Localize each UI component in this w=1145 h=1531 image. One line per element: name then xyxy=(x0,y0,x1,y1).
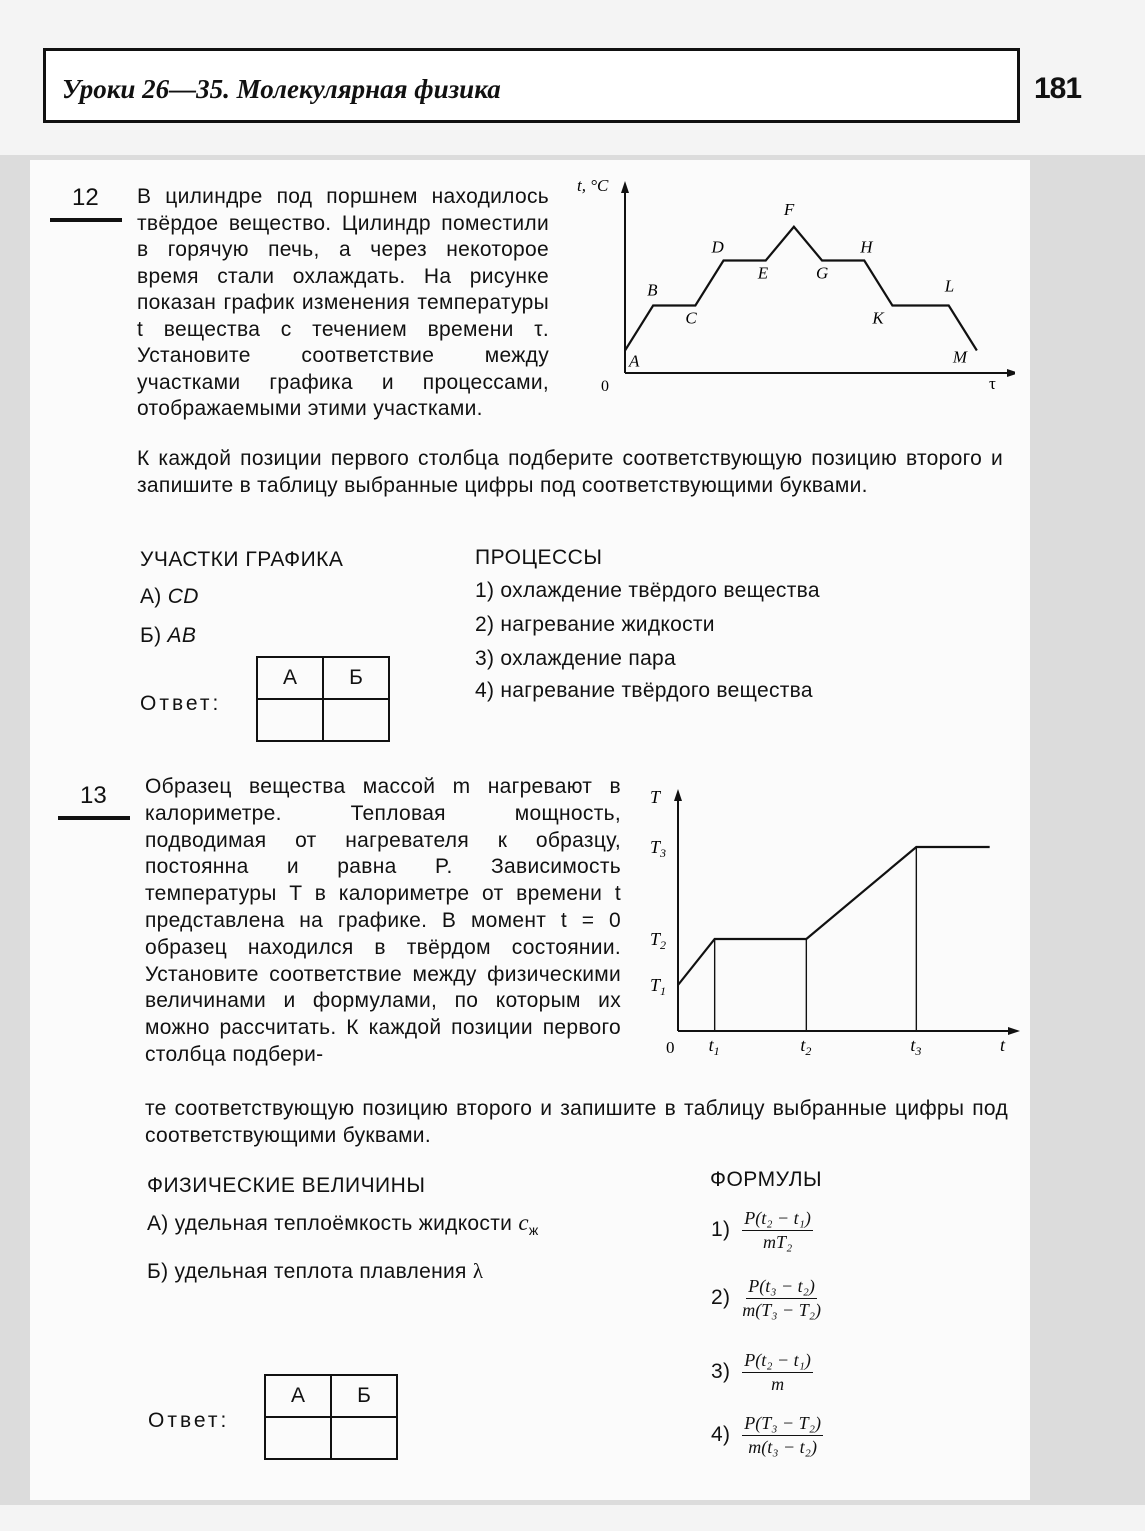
process-item: 3) охлаждение пара xyxy=(475,647,677,670)
y-tick-label: $T_2$ xyxy=(650,929,667,952)
answer-cell-a[interactable] xyxy=(257,699,323,741)
y-tick-label: $T_1$ xyxy=(650,975,667,998)
formula-number: 1) xyxy=(711,1218,731,1242)
answer-header-b: Б xyxy=(331,1375,397,1417)
formula-numerator: P(t₃ − t₂) xyxy=(746,1276,817,1299)
process-item: 1) охлаждение твёрдого вещества xyxy=(475,579,820,602)
formula-3 xyxy=(711,1350,813,1395)
task13-option-b xyxy=(147,1258,483,1286)
task12-text: В цилиндре под поршнем находилось твёрдое вещество. Цилиндр поместили в горячую печь, а через некоторое время стали охлаждать. На рисунке показан график изменения температуры t вещества с течением времени τ. Установите соответствие между участками графика и процессами, отображаемыми этими участками. xyxy=(137,185,549,420)
formula-number: 3) xyxy=(711,1360,731,1384)
y-axis-label: T xyxy=(650,787,661,807)
option-symbol-sub: ж xyxy=(528,1222,539,1239)
option-letter: Б) xyxy=(147,1260,169,1283)
task13-right-header: ФОРМУЛЫ xyxy=(710,1168,823,1191)
option-symbol: λ xyxy=(472,1259,484,1283)
point-label: F xyxy=(783,199,795,219)
x-tick-label: $t_1$ xyxy=(708,1035,720,1058)
answer-header-b: Б xyxy=(323,657,389,699)
point-label: H xyxy=(860,237,873,257)
temperature-heating-chart xyxy=(640,775,1020,1065)
task13-answer-label: Ответ: xyxy=(148,1409,230,1432)
task13-text: Образец вещества массой m нагревают в калориметре. Тепловая мощность, подводимая от нагревателя к образцу, постоянна и равна P. Зависимость температуры T в калориметре от времени t представлена на графике. В момент t = 0 образец находился в твёрдом состоянии. Установите соответствие между физическими величинами и формулами, по которым их можно рассчитать. К каждой позиции первого столбца подбери- xyxy=(145,775,621,1066)
point-label: L xyxy=(944,276,955,296)
page-number: 181 xyxy=(1034,72,1082,105)
y-axis-label: t, °C xyxy=(577,178,609,195)
task13-answer-table xyxy=(264,1374,398,1460)
point-label: D xyxy=(711,237,724,257)
option-letter: А) xyxy=(140,585,162,608)
x-axis-label: τ xyxy=(989,374,996,393)
y-tick-label: $T_3$ xyxy=(650,837,667,860)
point-label: A xyxy=(629,351,640,371)
point-label: G xyxy=(816,263,829,283)
formula-number: 4) xyxy=(711,1423,731,1447)
formula-fraction xyxy=(742,1350,813,1395)
task12-answer-table xyxy=(256,656,390,742)
task13-option-a xyxy=(147,1210,539,1244)
formula-numerator: P(t₂ − t₁) xyxy=(742,1350,813,1373)
task12-option-b xyxy=(140,623,196,650)
option-value: CD xyxy=(167,585,199,608)
task12-rule xyxy=(50,218,122,222)
option-value: AB xyxy=(167,624,197,647)
task12-instruction: К каждой позиции первого столбца подберите соответствующую позицию второго и запишите в таблицу выбранные цифры под соответствующими буквами. xyxy=(137,447,1003,497)
temperature-curve xyxy=(625,227,977,351)
option-letter: Б) xyxy=(140,624,162,647)
formula-1 xyxy=(711,1208,813,1253)
x-axis-label: t xyxy=(1000,1035,1006,1055)
origin-label: 0 xyxy=(666,1038,675,1057)
point-label: C xyxy=(685,308,697,328)
option-symbol: c xyxy=(518,1210,529,1235)
formula-fraction xyxy=(742,1208,813,1253)
formula-numerator: P(t₂ − t₁) xyxy=(742,1208,813,1231)
temperature-curve xyxy=(678,847,990,985)
point-label: K xyxy=(872,308,884,328)
task13-instruction: те соответствующую позицию второго и запишите в таблицу выбранные цифры под соответствующими буквами. xyxy=(145,1097,1008,1147)
x-tick-label: $t_3$ xyxy=(910,1035,922,1058)
option-letter: А) xyxy=(147,1212,169,1235)
task13-number: 13 xyxy=(80,782,107,809)
point-label: B xyxy=(647,280,658,300)
formula-denominator: m(T₃ − T₂) xyxy=(742,1300,821,1320)
formula-denominator: m(t₃ − t₂) xyxy=(748,1437,817,1457)
point-label: E xyxy=(757,263,769,283)
option-text: удельная теплота плавления xyxy=(174,1260,467,1283)
task12-number: 12 xyxy=(72,184,99,211)
answer-header-a: А xyxy=(265,1375,331,1417)
answer-cell-b[interactable] xyxy=(331,1417,397,1459)
chapter-title: Уроки 26—35. Молекулярная физика xyxy=(62,74,501,104)
origin-label: 0 xyxy=(601,378,609,395)
task13-left-header: ФИЗИЧЕСКИЕ ВЕЛИЧИНЫ xyxy=(147,1174,426,1197)
formula-number: 2) xyxy=(711,1286,731,1310)
answer-cell-a[interactable] xyxy=(265,1417,331,1459)
x-axis-arrow xyxy=(1008,1027,1020,1035)
y-axis-arrow xyxy=(621,181,629,193)
process-item: 4) нагревание твёрдого вещества xyxy=(475,679,813,702)
y-axis-arrow xyxy=(674,789,682,801)
formula-2 xyxy=(711,1276,821,1321)
formula-4 xyxy=(711,1413,823,1458)
process-item: 2) нагревание жидкости xyxy=(475,613,715,636)
temperature-time-chart xyxy=(565,178,1015,403)
formula-denominator: m xyxy=(771,1374,785,1394)
x-tick-label: $t_2$ xyxy=(800,1035,812,1058)
formula-denominator: mT₂ xyxy=(762,1232,793,1252)
formula-numerator: P(T₃ − T₂) xyxy=(742,1413,823,1436)
option-text: удельная теплоёмкость жидкости xyxy=(174,1212,513,1235)
answer-header-a: А xyxy=(257,657,323,699)
task12-answer-label: Ответ: xyxy=(140,692,222,715)
task12-option-a xyxy=(140,584,199,611)
x-axis-arrow xyxy=(1007,369,1015,377)
task12-left-header: УЧАСТКИ ГРАФИКА xyxy=(140,548,344,571)
task12-right-header: ПРОЦЕССЫ xyxy=(475,546,603,569)
task13-rule xyxy=(58,816,130,820)
formula-fraction xyxy=(742,1413,823,1458)
answer-cell-b[interactable] xyxy=(323,699,389,741)
point-label: M xyxy=(952,347,968,367)
formula-fraction xyxy=(742,1276,821,1321)
